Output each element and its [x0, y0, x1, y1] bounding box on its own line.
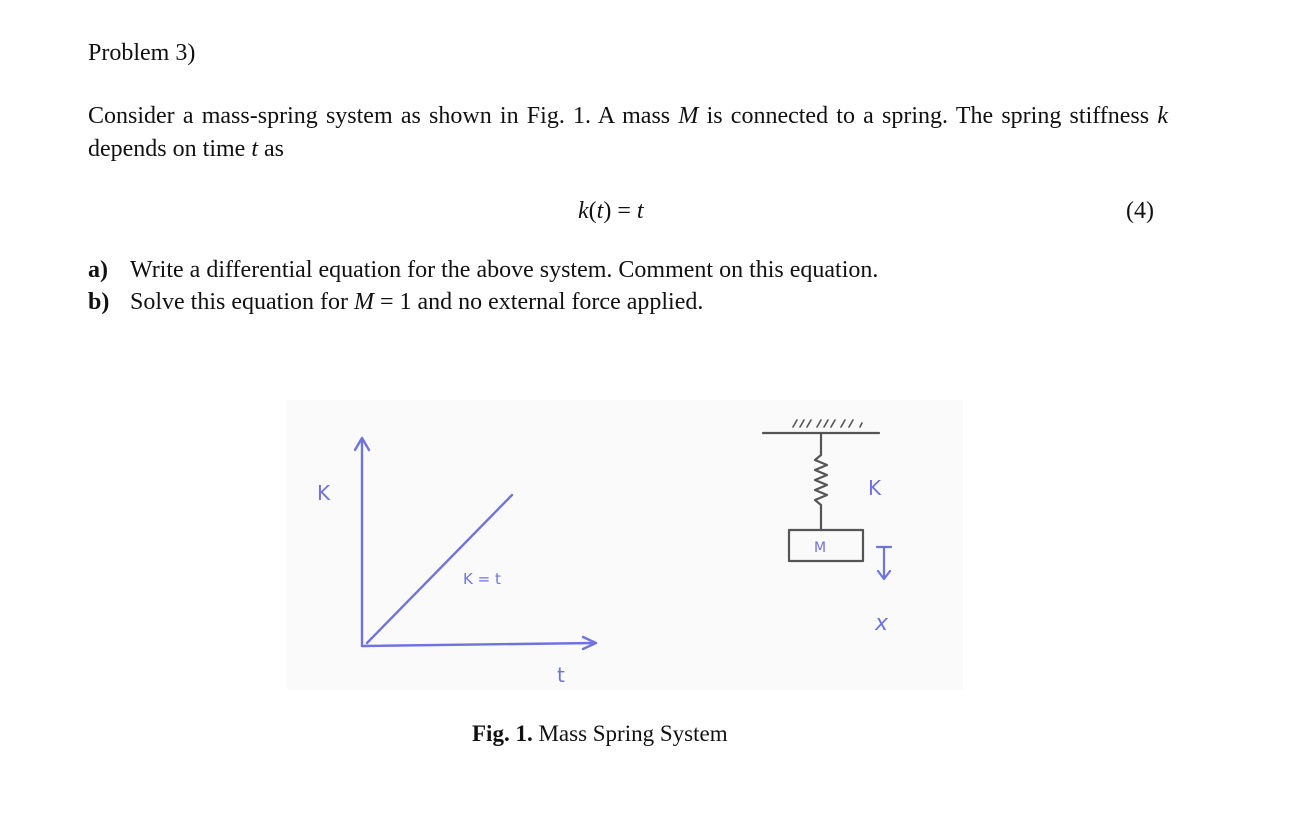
question-a-label: a) [88, 257, 108, 283]
problem-heading: Problem 3) [88, 40, 196, 66]
intro-text-2: is connected to a spring. The spring stiffness [698, 103, 1158, 129]
question-b-text-1: Solve this equation for [130, 289, 354, 315]
question-list [88, 254, 878, 318]
displacement-label: x [875, 611, 889, 636]
question-b [88, 286, 878, 318]
graph-x-label: t [557, 663, 565, 687]
question-a [88, 254, 878, 286]
equation-rhs: t [636, 198, 644, 224]
equation-body [578, 198, 644, 225]
question-a-text: Write a differential equation for the above system. Comment on this equation. [130, 257, 879, 283]
equation-function: k [578, 198, 589, 224]
intro-text-1: Consider a mass-spring system as shown in Fig. 1. A mass [88, 103, 679, 129]
figure-caption [472, 721, 728, 747]
figure-drawing [287, 400, 963, 690]
equation-open-paren: ( [588, 198, 597, 224]
equation-variable: t [596, 198, 604, 224]
question-b-symbol: M [353, 289, 374, 315]
figure-caption-text: Mass Spring System [538, 721, 728, 746]
intro-text-4: as [257, 136, 284, 162]
equation-number: (4) [1126, 198, 1154, 224]
problem-intro [88, 100, 1168, 166]
time-symbol: t [251, 136, 258, 162]
equation-equals: = [611, 198, 637, 224]
spring-label: K [868, 476, 882, 500]
question-b-label: b) [88, 289, 110, 315]
stiffness-symbol: k [1157, 103, 1168, 129]
mass-symbol: M [678, 103, 699, 129]
figure-1 [287, 400, 963, 690]
intro-text-3: depends on time [88, 136, 252, 162]
question-b-text-2: = 1 and no external force applied. [373, 289, 704, 315]
mass-label: M [814, 540, 827, 556]
figure-caption-label: Fig. 1. [472, 721, 533, 746]
graph-line-label: K = t [463, 570, 501, 588]
equation-close-paren: ) [603, 198, 612, 224]
graph-y-label: K [317, 481, 331, 505]
